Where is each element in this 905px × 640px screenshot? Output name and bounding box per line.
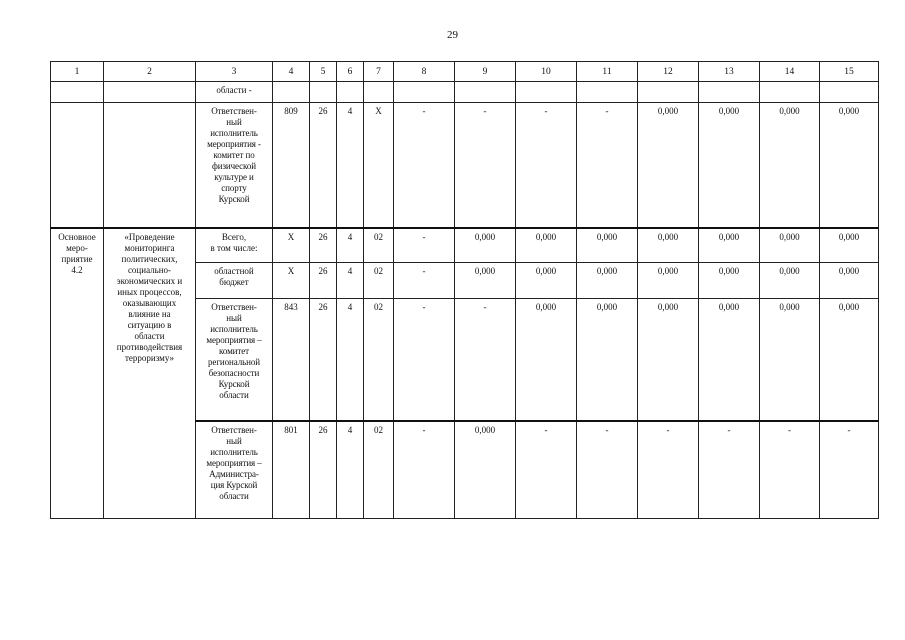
cell-value: 0,000	[760, 299, 820, 421]
cell-value	[516, 82, 577, 103]
cell-csr: 02	[364, 421, 394, 519]
cell-value: 0,000	[516, 263, 577, 299]
cell-executor: Всего, в том числе:	[196, 228, 273, 263]
cell-value: 0,000	[638, 103, 699, 228]
cell-rz	[310, 82, 337, 103]
cell-value: -	[394, 103, 455, 228]
cell-value: 0,000	[516, 299, 577, 421]
cell-grbs	[273, 82, 310, 103]
cell-value: 0,000	[699, 299, 760, 421]
cell-grbs: X	[273, 263, 310, 299]
cell-value: -	[394, 421, 455, 519]
cell-value: 0,000	[820, 299, 879, 421]
cell-pr: 4	[337, 299, 364, 421]
cell-rz: 26	[310, 299, 337, 421]
cell-value	[394, 82, 455, 103]
cell-grbs: 801	[273, 421, 310, 519]
column-header: 15	[820, 62, 879, 82]
column-header: 5	[310, 62, 337, 82]
cell-grbs: 843	[273, 299, 310, 421]
column-header: 1	[51, 62, 104, 82]
column-header: 2	[104, 62, 196, 82]
cell-activity	[51, 82, 104, 103]
cell-value: -	[760, 421, 820, 519]
cell-value: -	[699, 421, 760, 519]
column-header: 11	[577, 62, 638, 82]
table-row	[51, 103, 879, 228]
cell-csr: 02	[364, 299, 394, 421]
cell-pr: 4	[337, 421, 364, 519]
cell-value: 0,000	[760, 103, 820, 228]
cell-value: -	[577, 103, 638, 228]
column-header: 3	[196, 62, 273, 82]
column-header: 8	[394, 62, 455, 82]
column-header: 13	[699, 62, 760, 82]
cell-value: 0,000	[638, 228, 699, 263]
column-header: 7	[364, 62, 394, 82]
cell-value: -	[394, 299, 455, 421]
cell-executor: Ответствен- ный исполнитель мероприятия - комитет по физической культуре и спорту Курской	[196, 103, 273, 228]
cell-value: -	[516, 421, 577, 519]
cell-csr	[364, 82, 394, 103]
cell-grbs: 809	[273, 103, 310, 228]
cell-activity: Основное меро- приятие 4.2	[51, 228, 104, 519]
cell-pr: 4	[337, 228, 364, 263]
cell-value	[820, 82, 879, 103]
cell-value	[699, 82, 760, 103]
column-header: 9	[455, 62, 516, 82]
cell-value: -	[455, 299, 516, 421]
cell-title: «Проведение мониторинга политических, социально- экономических и иных процессов, оказывающих влияние на ситуацию в области противодействия терроризму»	[104, 228, 196, 519]
page-number: 29	[447, 29, 458, 41]
cell-value: -	[577, 421, 638, 519]
cell-value	[455, 82, 516, 103]
cell-rz: 26	[310, 103, 337, 228]
cell-title	[104, 103, 196, 228]
cell-pr: 4	[337, 263, 364, 299]
cell-pr	[337, 82, 364, 103]
cell-value: 0,000	[820, 228, 879, 263]
cell-executor: Ответствен- ный исполнитель мероприятия – комитет региональной безопасности Курской области	[196, 299, 273, 421]
cell-executor: Ответствен- ный исполнитель мероприятия – Администра- ция Курской области	[196, 421, 273, 519]
cell-grbs: X	[273, 228, 310, 263]
cell-value: 0,000	[760, 228, 820, 263]
cell-value: -	[394, 263, 455, 299]
cell-value: 0,000	[638, 263, 699, 299]
cell-value: -	[638, 421, 699, 519]
cell-pr: 4	[337, 103, 364, 228]
cell-title	[104, 82, 196, 103]
cell-rz: 26	[310, 421, 337, 519]
cell-value: 0,000	[699, 263, 760, 299]
cell-value: 0,000	[638, 299, 699, 421]
cell-activity	[51, 103, 104, 228]
cell-value: 0,000	[455, 263, 516, 299]
cell-executor: области -	[196, 82, 273, 103]
cell-value: 0,000	[820, 103, 879, 228]
cell-value: 0,000	[577, 299, 638, 421]
cell-value: -	[455, 103, 516, 228]
cell-csr: 02	[364, 263, 394, 299]
cell-rz: 26	[310, 263, 337, 299]
cell-value: 0,000	[760, 263, 820, 299]
column-number-row	[51, 62, 879, 82]
budget-table	[50, 61, 879, 519]
column-header: 10	[516, 62, 577, 82]
column-header: 12	[638, 62, 699, 82]
column-header: 6	[337, 62, 364, 82]
cell-value: 0,000	[455, 228, 516, 263]
column-header: 14	[760, 62, 820, 82]
cell-value	[760, 82, 820, 103]
cell-value	[638, 82, 699, 103]
cell-value	[577, 82, 638, 103]
table-row	[51, 228, 879, 263]
cell-executor: областной бюджет	[196, 263, 273, 299]
cell-value: 0,000	[516, 228, 577, 263]
cell-value: -	[820, 421, 879, 519]
cell-csr: X	[364, 103, 394, 228]
cell-value: 0,000	[577, 228, 638, 263]
cell-value: 0,000	[455, 421, 516, 519]
table-row	[51, 82, 879, 103]
cell-value: 0,000	[699, 228, 760, 263]
cell-value: 0,000	[820, 263, 879, 299]
cell-value: 0,000	[699, 103, 760, 228]
column-header: 4	[273, 62, 310, 82]
cell-value: 0,000	[577, 263, 638, 299]
cell-value: -	[394, 228, 455, 263]
cell-csr: 02	[364, 228, 394, 263]
cell-rz: 26	[310, 228, 337, 263]
cell-value: -	[516, 103, 577, 228]
